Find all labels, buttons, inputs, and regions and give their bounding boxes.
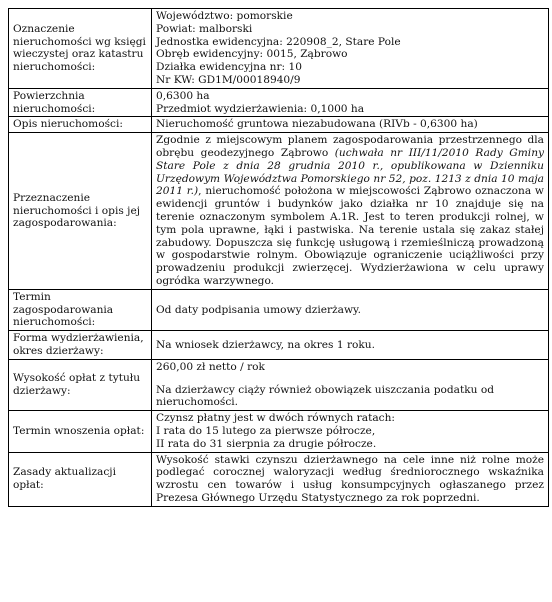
value-line: Działka ewidencyjna nr: 10 <box>156 61 302 74</box>
value-line: Czynsz płatny jest w dwóch równych ratach: <box>156 412 395 425</box>
row-value-forma: Na wniosek dzierżawcy, na okres 1 roku. <box>152 331 549 360</box>
zoning-text-cont: , nieruchomość położona w miejscowości Ząbrowo oznaczona w ewidencji gruntów i budynków jako działka nr 10 znajduje się na terenie oznaczonym symbolem A.1R. <box>156 185 544 223</box>
row-value-zasady: Wysokość stawki czynszu dzierżawnego na cele inne niż rolne może podlegać corocznej waloryzacji według średniorocznego wskaźnika wzrostu cen towarów i usług konsumpcyjnych ogłaszanego przez Prezesa Głównego Urzędu Statystycznego za rok poprzedni. <box>152 452 549 506</box>
table-row <box>9 117 549 133</box>
table-row <box>9 331 549 360</box>
zoning-resolution-reference: (uchwała nr III/11/2010 Rady Gminy Stare Pole z dnia 28 grudnia 2010 r., opublikowana w Dzienniku Urzędowym Województwa Pomorskiego nr 52, poz. 1213 z dnia 10 maja 2011 r.) <box>156 146 545 198</box>
value-line: Przedmiot wydzierżawienia: 0,1000 ha <box>156 102 365 115</box>
property-lease-table-page <box>8 8 544 507</box>
row-value-przeznaczenie <box>152 133 549 290</box>
row-label-forma: Forma wydzierżawienia, okres dzierżawy: <box>9 331 152 360</box>
land-use-description: Jest to teren produkcji rolnej, w tym pola uprawne, łąki i pastwiska. Na terenie ustala się zakaz stałej zabudowy. Dopuszcza się funkcję usługową i rzemieślniczą prowadzoną w gospodarstwie rolnym. Obowiązuje ograniczenie uciążliwości przy prowadzeniu produkcji zwierzęcej. Wydzierżawiona w celu uprawy ogródka warzywnego. <box>156 210 544 287</box>
value-line: 0,6300 ha <box>156 89 210 102</box>
row-value-termin-zagospodarowania: Od daty podpisania umowy dzierżawy. <box>152 289 549 330</box>
row-label-zasady: Zasady aktualizacji opłat: <box>9 452 152 506</box>
row-label-wysokosc: Wysokość opłat z tytułu dzierżawy: <box>9 359 152 410</box>
row-value-oznaczenie <box>152 9 549 89</box>
value-line: 260,00 zł netto / rok <box>156 360 265 373</box>
row-value-opis: Nieruchomość gruntowa niezabudowana (RIVb - 0,6300 ha) <box>152 117 549 133</box>
table-row <box>9 9 549 89</box>
row-label-opis: Opis nieruchomości: <box>9 117 152 133</box>
table-row <box>9 452 549 506</box>
table-row <box>9 359 549 410</box>
row-value-powierzchnia <box>152 88 549 117</box>
value-line: Nr KW: GD1M/00018940/9 <box>156 73 301 86</box>
table-row <box>9 133 549 290</box>
table-row <box>9 411 549 452</box>
row-label-termin-zagospodarowania: Termin zagospodarowania nieruchomości: <box>9 289 152 330</box>
row-label-przeznaczenie: Przeznaczenie nieruchomości i opis jej zagospodarowania: <box>9 133 152 290</box>
zoning-text: Zgodnie z miejscowym planem zagospodarowania przestrzennego dla obrębu geodezyjnego Ząbrowo <box>156 134 544 159</box>
table-row <box>9 289 549 330</box>
value-line: I rata do 15 lutego za pierwsze półrocze, <box>156 424 376 437</box>
value-line: Województwo: pomorskie <box>156 10 293 22</box>
value-line: Na dzierżawcy ciąży również obowiązek uiszczania podatku od nieruchomości. <box>156 383 494 409</box>
row-label-termin-wnoszenia: Termin wnoszenia opłat: <box>9 411 152 452</box>
value-line: Obręb ewidencyjny: 0015, Ząbrowo <box>156 48 348 61</box>
value-line: II rata do 31 sierpnia za drugie półrocze. <box>156 437 377 450</box>
row-value-termin-wnoszenia <box>152 411 549 452</box>
row-value-wysokosc <box>152 359 549 410</box>
row-label-powierzchnia: Powierzchnia nieruchomości: <box>9 88 152 117</box>
value-line: Powiat: malborski <box>156 22 253 35</box>
property-lease-table <box>8 8 549 507</box>
value-line: Jednostka ewidencyjna: 220908_2, Stare Pole <box>156 35 401 48</box>
table-row <box>9 88 549 117</box>
row-label-oznaczenie: Oznaczenie nieruchomości wg księgi wieczystej oraz katastru nieruchomości: <box>9 9 152 89</box>
spacer <box>156 374 544 384</box>
